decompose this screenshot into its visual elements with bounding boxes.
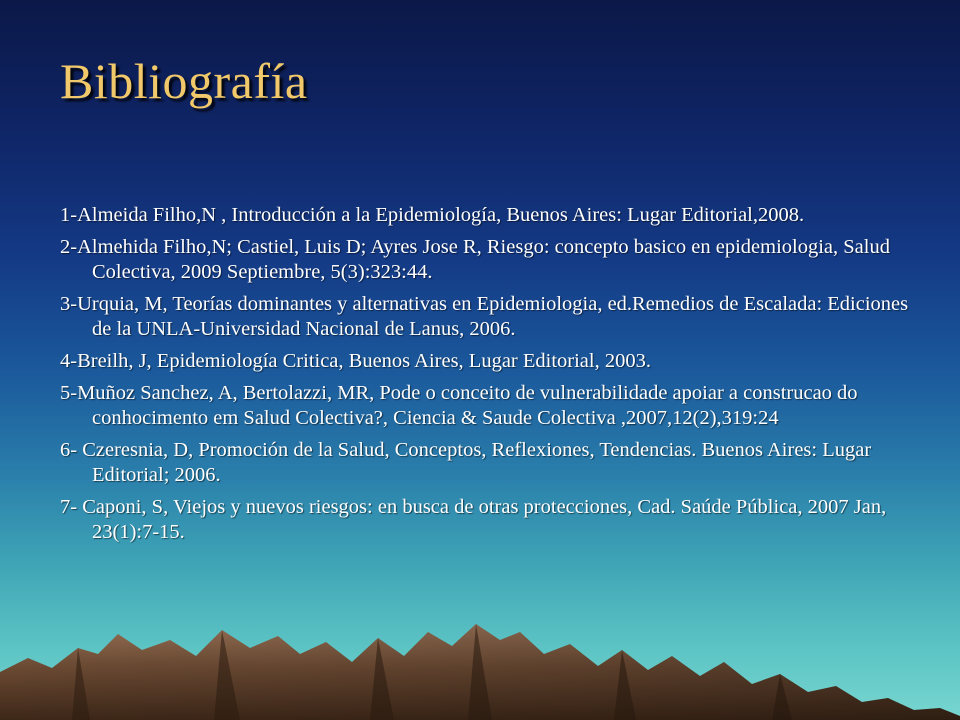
reference-item: 4-Breilh, J, Epidemiología Critica, Buenos Aires, Lugar Editorial, 2003. bbox=[60, 350, 651, 372]
reference-item: 3-Urquia, M, Teorías dominantes y alternativas en Epidemiologia, ed.Remedios de Escalada: Ediciones de la UNLA-Universidad Nacional de Lanus, 2006. bbox=[60, 293, 909, 340]
reference-list bbox=[60, 203, 910, 552]
reference-item: 1-Almeida Filho,N , Introducción a la Epidemiología, Buenos Aires: Lugar Editorial,2008. bbox=[60, 204, 805, 226]
mountain-range-graphic bbox=[0, 610, 960, 720]
reference-item: 6- Czeresnia, D, Promoción de la Salud, Conceptos, Reflexiones, Tendencias. Buenos Aires: Lugar Editorial; 2006. bbox=[60, 439, 872, 486]
reference-item: 5-Muñoz Sanchez, A, Bertolazzi, MR, Pode o conceito de vulnerabilidade apoiar a construcao do conhocimento em Salud Colectiva?, Ciencia & Saude Colectiva ,2007,12(2),319:24 bbox=[60, 382, 858, 429]
slide-title: Bibliografía bbox=[60, 53, 308, 109]
reference-item: 2-Almehida Filho,N; Castiel, Luis D; Ayres Jose R, Riesgo: concepto basico en epidemiologia, Salud Colectiva, 2009 Septiembre, 5(3):323:44. bbox=[60, 236, 890, 283]
mountain-shading bbox=[0, 624, 960, 720]
reference-item: 7- Caponi, S, Viejos y nuevos riesgos: en busca de otras protecciones, Cad. Saúde Pública, 2007 Jan, 23(1):7-15. bbox=[60, 496, 887, 543]
